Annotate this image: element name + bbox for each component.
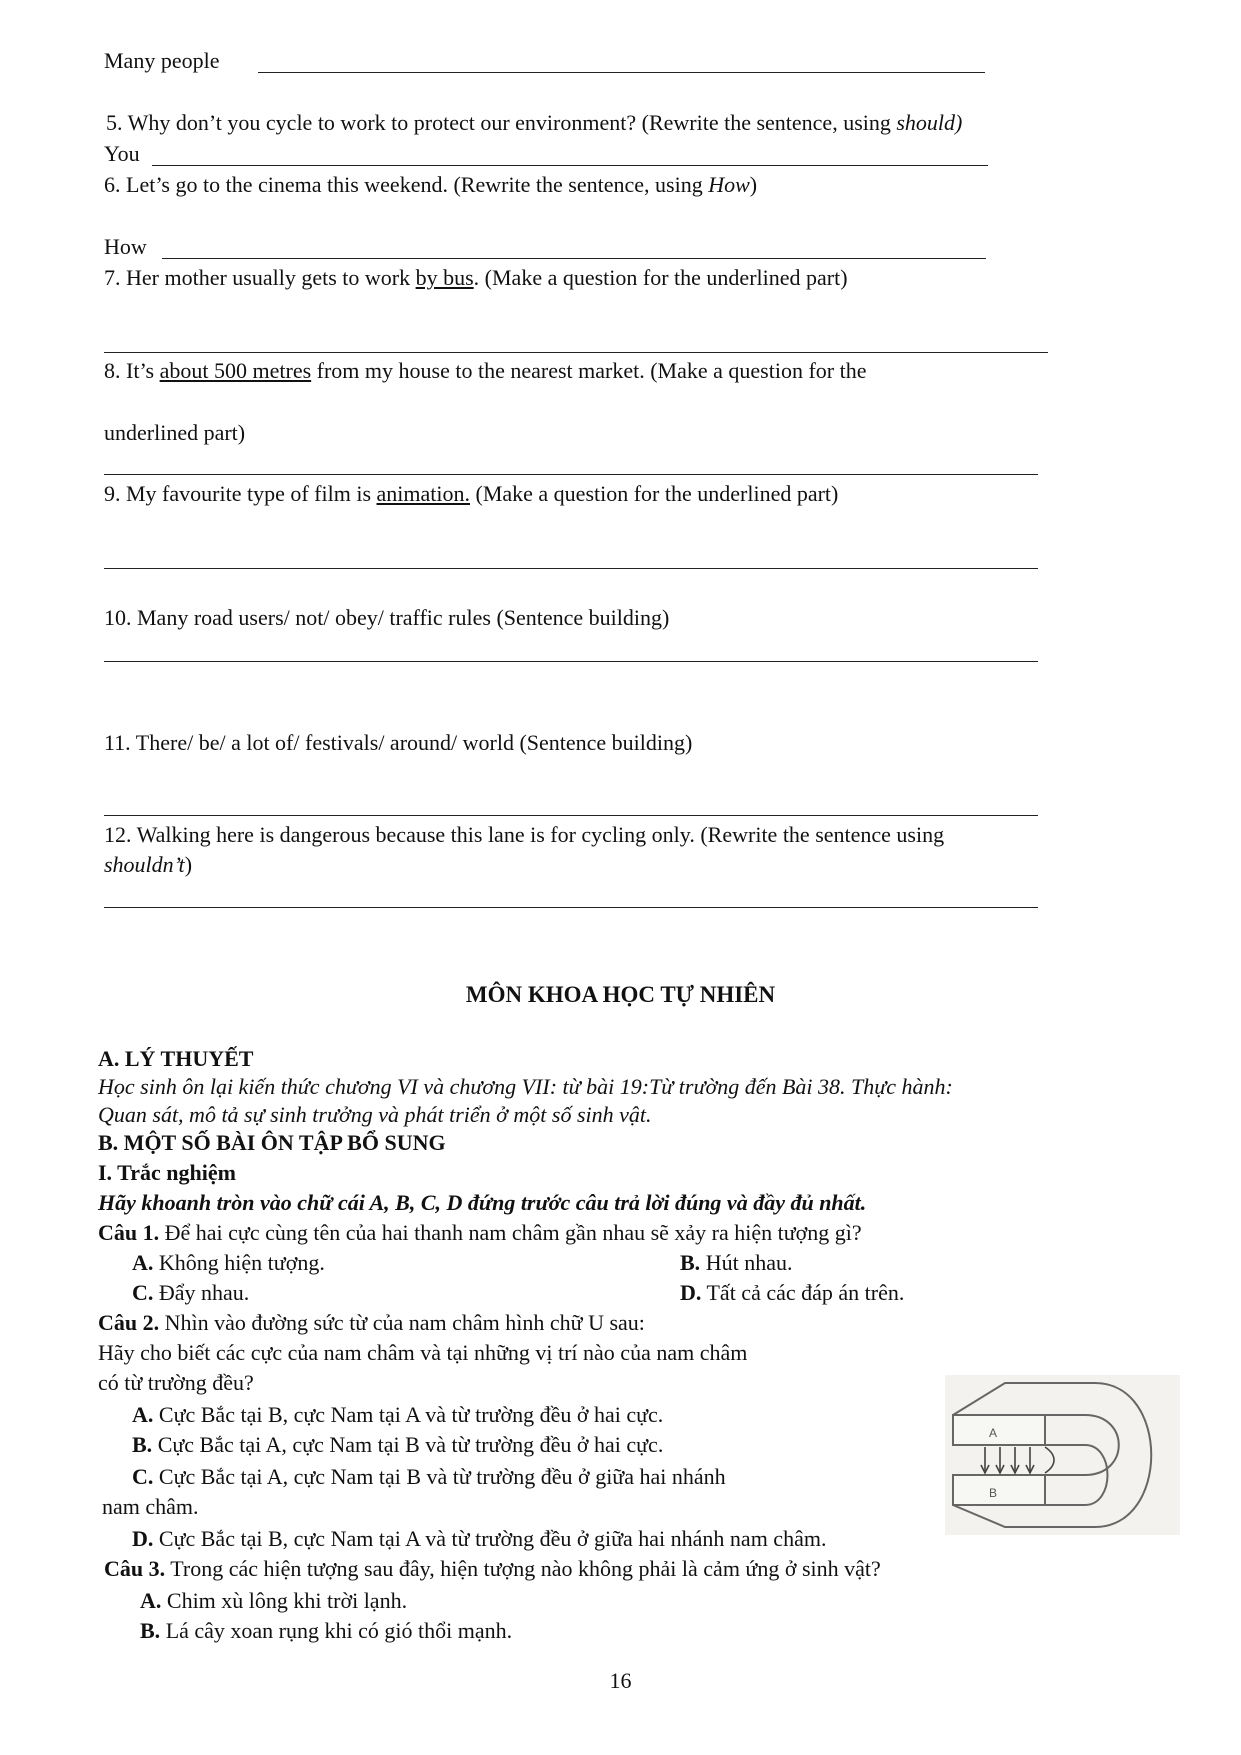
q4-prefix: Many people — [104, 48, 220, 73]
q5-prefix: You — [104, 141, 140, 166]
q6-prompt: 6. Let’s go to the cinema this weekend. (Rewrite the sentence, using How) — [104, 172, 758, 197]
cau2-option-d[interactable]: D. Cực Bắc tại B, cực Nam tại A và từ trường đều ở giữa hai nhánh nam châm. — [132, 1526, 827, 1551]
q11-prompt: 11. There/ be/ a lot of/ festivals/ around/ world (Sentence building) — [104, 730, 693, 755]
q6-prefix: How — [104, 234, 147, 259]
instruction: Hãy khoanh tròn vào chữ cái A, B, C, D đứng trước câu trả lời đúng và đầy đủ nhất. — [98, 1190, 867, 1215]
q12-answer-line[interactable] — [104, 907, 1038, 908]
q6-answer-line[interactable] — [162, 258, 986, 259]
q5-prompt: 5. Why don’t you cycle to work to protect our environment? (Rewrite the sentence, using should) — [106, 110, 963, 135]
cau1-option-b[interactable]: B. Hút nhau. — [680, 1250, 793, 1275]
theory-line-2: Quan sát, mô tả sự sinh trưởng và phát triển ở một số sinh vật. — [98, 1102, 652, 1127]
cau1-option-d[interactable]: D. Tất cả các đáp án trên. — [680, 1280, 905, 1305]
section-b-heading: B. MỘT SỐ BÀI ÔN TẬP BỔ SUNG — [98, 1130, 446, 1155]
cau1-question: Câu 1. Để hai cực cùng tên của hai thanh nam châm gần nhau sẽ xảy ra hiện tượng gì? — [98, 1220, 862, 1245]
q12-prompt-line2: shouldn’t) — [104, 852, 193, 877]
q11-answer-line[interactable] — [104, 815, 1038, 816]
q12-prompt: 12. Walking here is dangerous because this lane is for cycling only. (Rewrite the sentence using — [104, 822, 945, 847]
cau3-option-b[interactable]: B. Lá cây xoan rụng khi có gió thổi mạnh. — [140, 1618, 513, 1643]
theory-line-1: Học sinh ôn lại kiến thức chương VI và chương VII: từ bài 19:Từ trường đến Bài 38. Thực hành: — [98, 1074, 953, 1099]
q8-prompt-line2: underlined part) — [104, 420, 246, 445]
magnet-bottom-arm — [953, 1475, 1045, 1505]
q9-prompt: 9. My favourite type of film is animation. (Make a question for the underlined part) — [104, 481, 839, 506]
cau2-question: Câu 2. Nhìn vào đường sức từ của nam châm hình chữ U sau: — [98, 1310, 645, 1335]
page-number: 16 — [609, 1668, 632, 1693]
q5-answer-line[interactable] — [152, 165, 988, 166]
cau1-option-c[interactable]: C. Đẩy nhau. — [132, 1280, 250, 1305]
cau1-option-a[interactable]: A. Không hiện tượng. — [132, 1250, 325, 1275]
q10-prompt: 10. Many road users/ not/ obey/ traffic rules (Sentence building) — [104, 605, 670, 630]
magnet-label-a: A — [989, 1426, 998, 1440]
magnet-label-b: B — [989, 1486, 998, 1500]
q8-answer-line[interactable] — [104, 474, 1038, 475]
q8-prompt: 8. It’s about 500 metres from my house to the nearest market. (Make a question for the — [104, 358, 867, 383]
q9-answer-line[interactable] — [104, 568, 1038, 569]
q4-answer-line[interactable] — [258, 72, 985, 73]
q7-prompt: 7. Her mother usually gets to work by bus. (Make a question for the underlined part) — [104, 265, 848, 290]
cau2-option-c[interactable]: C. Cực Bắc tại A, cực Nam tại B và từ trường đều ở giữa hai nhánh — [132, 1464, 726, 1489]
cau3-question: Câu 3. Trong các hiện tượng sau đây, hiện tượng nào không phải là cảm ứng ở sinh vật? — [104, 1556, 881, 1581]
cau2-option-b[interactable]: B. Cực Bắc tại A, cực Nam tại B và từ trường đều ở hai cực. — [132, 1432, 664, 1457]
science-title: MÔN KHOA HỌC TỰ NHIÊN — [465, 982, 776, 1007]
cau3-option-a[interactable]: A. Chim xù lông khi trời lạnh. — [140, 1588, 408, 1613]
cau2-option-a[interactable]: A. Cực Bắc tại B, cực Nam tại A và từ trường đều ở hai cực. — [132, 1402, 664, 1427]
q10-answer-line[interactable] — [104, 661, 1038, 662]
q7-answer-line[interactable] — [104, 352, 1048, 353]
cau2-question-line3: có từ trường đều? — [98, 1370, 254, 1395]
cau2-question-line2: Hãy cho biết các cực của nam châm và tại những vị trí nào của nam châm — [98, 1340, 748, 1365]
part-1-heading: I. Trắc nghiệm — [98, 1160, 236, 1185]
cau2-option-c-cont: nam châm. — [102, 1494, 199, 1519]
magnet-top-arm — [953, 1415, 1045, 1445]
section-a-heading: A. LÝ THUYẾT — [98, 1046, 254, 1071]
u-magnet-figure — [945, 1375, 1180, 1535]
